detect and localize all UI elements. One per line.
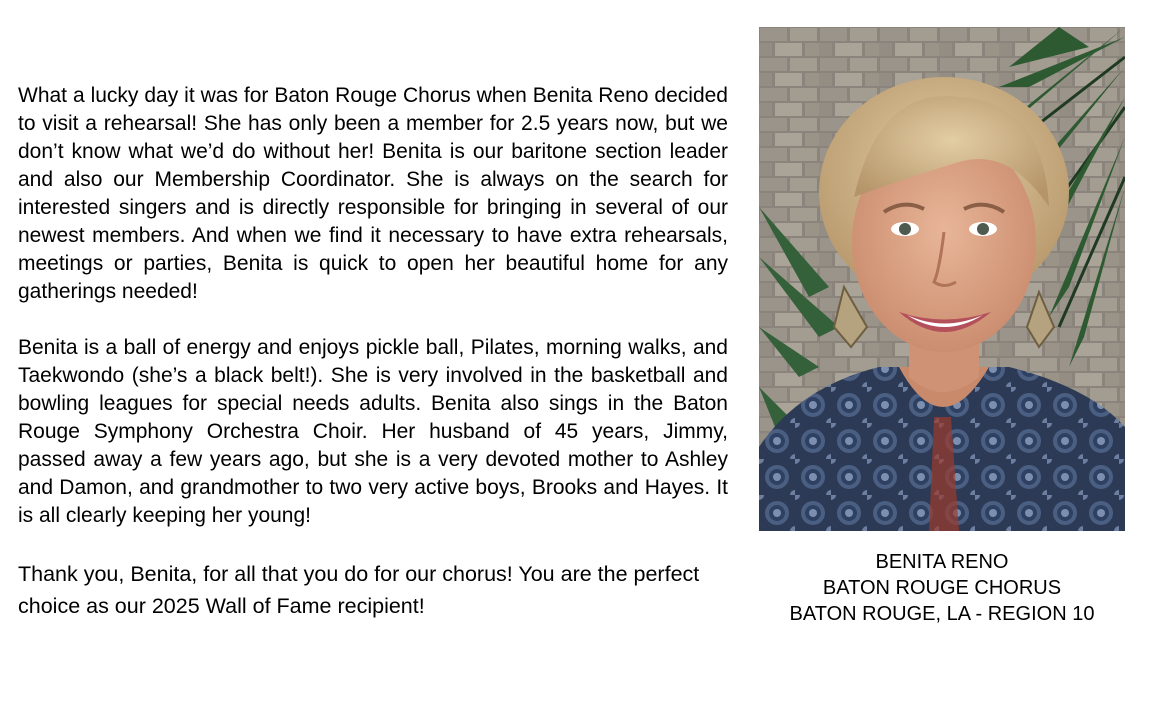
portrait-photo: [759, 27, 1125, 531]
portrait-image: [759, 27, 1125, 531]
article-paragraph-thanks: Thank you, Benita, for all that you do for our chorus! You are the perfect choice as our 2025 Wall of Fame recipient!: [18, 562, 700, 618]
article-body: [18, 82, 728, 622]
article-paragraph-activities: Benita is a ball of energy and enjoys pickle ball, Pilates, morning walks, and Taekwondo (she’s a black belt!). She is very involved in the basketball and bowling leagues for special needs adults. Benita also sings in the Baton Rouge Symphony Orchestra Choir. Her husband of 45 years, Jimmy, passed away a few years ago, but she is a very devoted mother to Ashley and Damon, and grandmother to two very active boys, Brooks and Hayes. It is all clearly keeping her young!: [18, 336, 728, 527]
caption-chorus: BATON ROUGE CHORUS: [822, 577, 1062, 599]
photo-caption: [759, 549, 1125, 627]
article-paragraph-intro: What a lucky day it was for Baton Rouge Chorus when Benita Reno decided to visit a rehearsal! She has only been a member for 2.5 years now, but we don’t know what we’d do without her! Benita is our baritone section leader and also our Membership Coordinator. She is always on the search for interested singers and is directly responsible for bringing in several of our newest members. And when we find it necessary to have extra rehearsals, meetings or parties, Benita is quick to open her beautiful home for any gatherings needed!: [18, 84, 728, 303]
caption-name: BENITA RENO: [875, 551, 1009, 573]
caption-location: BATON ROUGE, LA - REGION 10: [789, 603, 1095, 625]
